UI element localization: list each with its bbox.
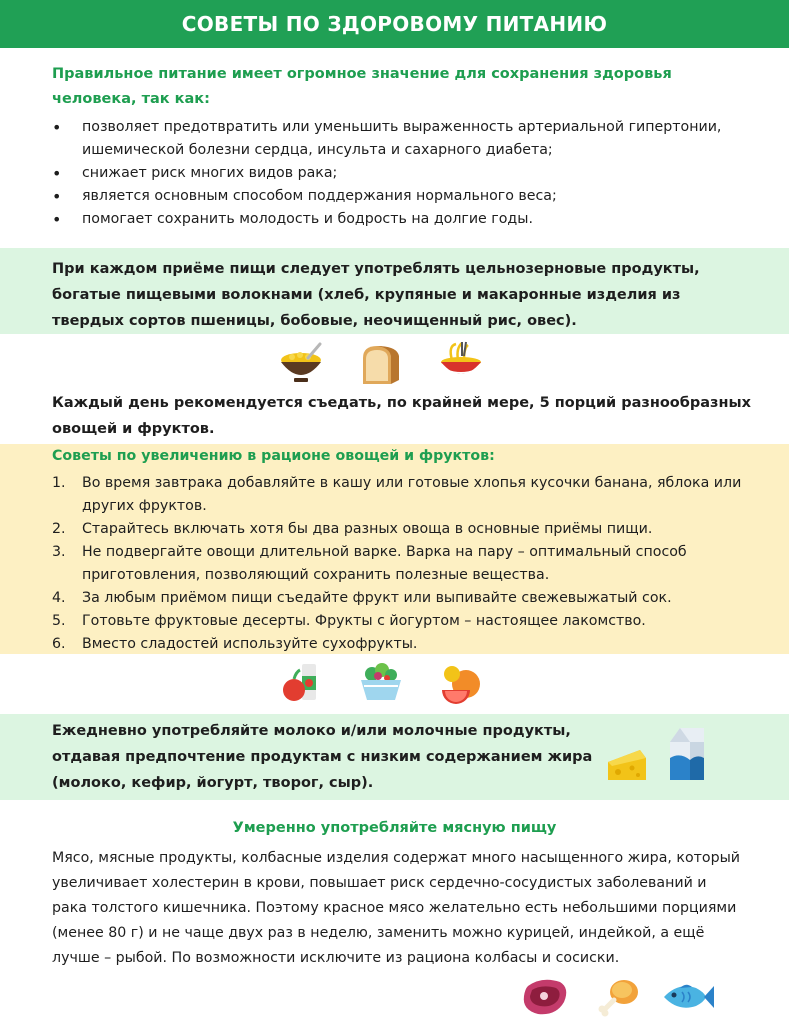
list-item: • позволяет предотвратить или уменьшить выраженность артериальной гипертонии, ишемической болезни сердца, инсульта и сахарного диабета; [52, 116, 752, 162]
item-number: 1. [52, 475, 66, 491]
item-text: Не подвергайте овощи длительной варке. Варка на пару – оптимальный способ приготовления, позволяющий сохранить полезные вещества. [82, 544, 687, 583]
fish-icon [660, 980, 714, 1014]
item-number: 6. [52, 636, 66, 652]
item-text: Готовьте фруктовые десерты. Фрукты с йогуртом – настоящее лакомство. [82, 613, 646, 629]
list-item: • является основным способом поддержания нормального веса; [52, 185, 752, 208]
intro-section [52, 62, 752, 231]
item-number: 5. [52, 613, 66, 629]
list-item [52, 633, 752, 656]
tips-list [52, 472, 752, 656]
list-item [52, 518, 752, 541]
list-item: • помогает сохранить молодость и бодрость на долгие годы. [52, 208, 752, 231]
list-item [52, 587, 752, 610]
list-item: • снижает риск многих видов рака; [52, 162, 752, 185]
item-number: 3. [52, 544, 66, 560]
item-text: Во время завтрака добавляйте в кашу или готовые хлопья кусочки банана, яблока или других фруктов. [82, 475, 742, 514]
benefits-list [52, 116, 752, 231]
bread-icon [357, 342, 403, 388]
grains-section [0, 248, 789, 334]
tips-title: Советы по увеличению в рационе овощей и фруктов: [52, 448, 495, 464]
citrus-fruits-icon [438, 660, 484, 706]
dairy-text: Ежедневно употребляйте молоко и/или молочные продукты, отдавая предпочтение продуктам с низким содержанием жира (молоко, кефир, йогурт, творог, сыр). [52, 723, 593, 791]
item-text: За любым приёмом пищи съедайте фрукт или выпивайте свежевыжатый сок. [82, 590, 672, 606]
steak-icon [522, 976, 570, 1018]
item-text: Старайтесь включать хотя бы два разных овоща в основные приёмы пищи. [82, 521, 653, 537]
chicken-leg-icon [596, 976, 640, 1018]
noodle-bowl-icon [438, 340, 484, 386]
grains-text: При каждом приёме пищи следует употреблять цельнозерновые продукты, богатые пищевыми волокнами (хлеб, крупяные и макаронные изделия из твердых сортов пшеницы, бобовые, неочищенный рис, овес). [52, 261, 700, 329]
item-number: 2. [52, 521, 66, 537]
item-number: 4. [52, 590, 66, 606]
porridge-bowl-icon [278, 340, 324, 386]
meat-title: Умеренно употребляйте мясную пищу [232, 820, 557, 836]
daily-text: Каждый день рекомендуется съедать, по крайней мере, 5 порций разнообразных овощей и фруктов. [52, 395, 751, 437]
tips-section [0, 444, 789, 654]
page-title: СОВЕТЫ ПО ЗДОРОВОМУ ПИТАНИЮ [181, 12, 608, 36]
item-text: Вместо сладостей используйте сухофрукты. [82, 636, 418, 652]
salad-bowl-icon [358, 660, 404, 706]
cheese-icon [606, 744, 648, 784]
milk-carton-icon [664, 724, 710, 784]
list-item [52, 541, 752, 587]
list-item [52, 472, 752, 518]
page-header [0, 0, 789, 48]
meat-text: Мясо, мясные продукты, колбасные изделия содержат много насыщенного жира, который увеличивает холестерин в крови, повышает риск сердечно-сосудистых заболеваний и рака толстого кишечника. Поэтому красное мясо желательно есть небольшими порциями (менее 80 г) и не чаще двух раз в неделю, заменить можно курицей, индейкой, а ещё лучше – рыбой. По возможности исключите из рациона колбасы и сосиски. [52, 850, 741, 966]
apple-juice-icon [278, 660, 324, 706]
list-item [52, 610, 752, 633]
intro-title: Правильное питание имеет огромное значение для сохранения здоровья человека, так как: [52, 66, 672, 107]
